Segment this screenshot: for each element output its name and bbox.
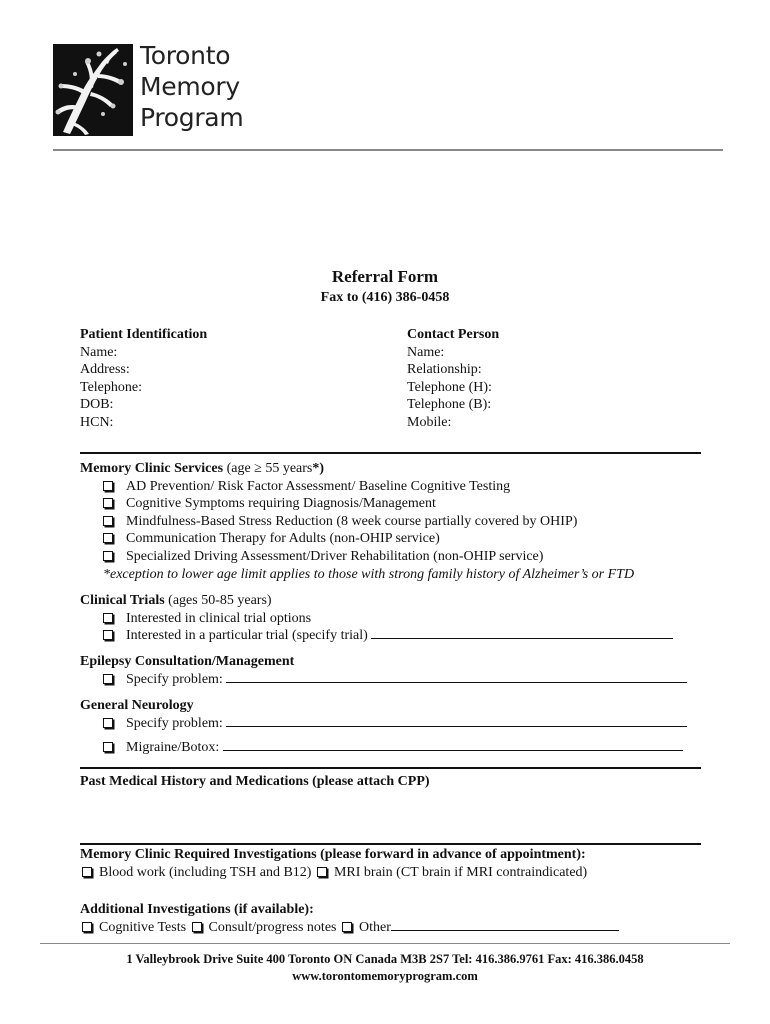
patient-name-field[interactable]: Name: bbox=[80, 344, 118, 360]
contact-person bbox=[407, 326, 499, 432]
footer-divider bbox=[40, 943, 730, 944]
option-label: Migraine/Botox: bbox=[126, 740, 220, 756]
past-history-section bbox=[80, 773, 430, 791]
other-label: Other bbox=[359, 919, 391, 935]
memory-clinic-age-note-end: *) bbox=[312, 461, 325, 476]
neurology-section bbox=[80, 697, 687, 757]
logo-wordmark bbox=[140, 40, 243, 133]
header-divider bbox=[53, 149, 723, 151]
logo-line-3: Program bbox=[140, 103, 244, 132]
neurology-problem-line[interactable] bbox=[226, 715, 687, 727]
footer-address: 1 Valleybrook Drive Suite 400 Toronto ON Canada M3B 2S7 Tel: 416.386.9761 Fax: 416.386.0458 bbox=[126, 952, 644, 966]
checkbox[interactable] bbox=[103, 481, 113, 491]
contact-heading: Contact Person bbox=[407, 327, 500, 342]
section-divider-2 bbox=[80, 767, 701, 769]
clinical-trials-heading: Clinical Trials bbox=[80, 593, 165, 608]
memory-clinic-heading: Memory Clinic Services bbox=[80, 461, 224, 476]
checkbox[interactable] bbox=[103, 674, 113, 684]
contact-mobile-field[interactable]: Mobile: bbox=[407, 414, 452, 430]
checkbox[interactable] bbox=[103, 516, 113, 526]
section-divider-3 bbox=[80, 843, 701, 845]
option-label: Specify problem: bbox=[126, 671, 223, 687]
memory-clinic-option-cognitive-symptoms[interactable] bbox=[80, 495, 634, 513]
required-investigations-section bbox=[80, 846, 587, 881]
branch-tree-icon bbox=[53, 44, 133, 136]
patient-hcn-field[interactable]: HCN: bbox=[80, 414, 114, 430]
logo-line-1: Toronto bbox=[140, 41, 231, 70]
contact-name-field[interactable]: Name: bbox=[407, 344, 445, 360]
memory-clinic-option-ad-prevention[interactable] bbox=[80, 478, 634, 496]
option-label: Interested in a particular trial (specify trial) bbox=[126, 628, 368, 644]
cognitive-tests-label: Cognitive Tests bbox=[99, 919, 187, 935]
cognitive-tests-checkbox[interactable] bbox=[82, 922, 92, 932]
option-label: Communication Therapy for Adults (non-OHIP service) bbox=[126, 531, 440, 547]
fax-number: Fax to (416) 386-0458 bbox=[320, 290, 450, 305]
mri-brain-checkbox[interactable] bbox=[317, 867, 327, 877]
form-title: Referral Form bbox=[331, 267, 439, 286]
consult-notes-checkbox[interactable] bbox=[192, 922, 202, 932]
epilepsy-option-specify[interactable] bbox=[80, 671, 687, 689]
option-label: Interested in clinical trial options bbox=[126, 610, 312, 626]
patient-dob-field[interactable]: DOB: bbox=[80, 397, 114, 413]
neurology-heading: General Neurology bbox=[80, 698, 194, 713]
contact-relationship-field[interactable]: Relationship: bbox=[407, 362, 482, 378]
epilepsy-heading: Epilepsy Consultation/Management bbox=[80, 654, 295, 669]
neurology-option-migraine[interactable] bbox=[80, 739, 687, 757]
option-label: Cognitive Symptoms requiring Diagnosis/Management bbox=[126, 496, 436, 512]
patient-heading: Patient Identification bbox=[80, 327, 208, 342]
blood-work-checkbox[interactable] bbox=[82, 867, 92, 877]
patient-address-field[interactable]: Address: bbox=[80, 362, 130, 378]
contact-telephone-home-field[interactable]: Telephone (H): bbox=[407, 379, 492, 395]
checkbox[interactable] bbox=[103, 742, 113, 752]
checkbox[interactable] bbox=[103, 718, 113, 728]
memory-clinic-age-note: (age ≥ 55 years bbox=[223, 461, 313, 476]
blood-work-label: Blood work (including TSH and B12) bbox=[99, 864, 312, 880]
specify-trial-line[interactable] bbox=[371, 627, 673, 639]
neurology-option-specify[interactable] bbox=[80, 715, 687, 733]
memory-clinic-option-mindfulness[interactable] bbox=[80, 513, 634, 531]
other-line[interactable] bbox=[391, 919, 619, 931]
logo-mark bbox=[53, 44, 133, 136]
option-label: AD Prevention/ Risk Factor Assessment/ Baseline Cognitive Testing bbox=[126, 478, 511, 494]
patient-identification bbox=[80, 326, 207, 432]
option-label: Mindfulness-Based Stress Reduction (8 week course partially covered by OHIP) bbox=[126, 513, 578, 529]
additional-investigations-section bbox=[80, 901, 619, 936]
clinical-trials-option-specific[interactable] bbox=[80, 627, 673, 645]
section-divider-1 bbox=[80, 452, 701, 454]
other-checkbox[interactable] bbox=[342, 922, 352, 932]
required-investigations-heading: Memory Clinic Required Investigations (please forward in advance of appointment): bbox=[80, 847, 586, 862]
logo-line-2: Memory bbox=[140, 72, 240, 101]
checkbox[interactable] bbox=[103, 533, 113, 543]
past-history-heading: Past Medical History and Medications (please attach CPP) bbox=[80, 774, 430, 789]
epilepsy-problem-line[interactable] bbox=[226, 671, 687, 683]
footer-website[interactable]: www.torontomemoryprogram.com bbox=[292, 969, 478, 983]
option-label: Specify problem: bbox=[126, 715, 223, 731]
memory-clinic-exception-note: *exception to lower age limit applies to those with strong family history of Alzheimer’s or FTD bbox=[103, 566, 635, 582]
clinical-trials-age-note: (ages 50-85 years) bbox=[164, 593, 272, 608]
checkbox[interactable] bbox=[103, 630, 113, 640]
clinical-trials-section bbox=[80, 592, 673, 645]
memory-clinic-option-communication-therapy[interactable] bbox=[80, 530, 634, 548]
migraine-line[interactable] bbox=[223, 739, 683, 751]
contact-telephone-business-field[interactable]: Telephone (B): bbox=[407, 397, 492, 413]
checkbox[interactable] bbox=[103, 551, 113, 561]
memory-clinic-option-driving-assessment[interactable] bbox=[80, 548, 634, 566]
clinical-trials-option-interested[interactable] bbox=[80, 610, 673, 628]
consult-notes-label: Consult/progress notes bbox=[208, 919, 337, 935]
checkbox[interactable] bbox=[103, 613, 113, 623]
additional-investigations-heading: Additional Investigations (if available): bbox=[80, 902, 314, 917]
mri-brain-label: MRI brain (CT brain if MRI contraindicated) bbox=[333, 864, 588, 880]
memory-clinic-section bbox=[80, 460, 634, 583]
checkbox[interactable] bbox=[103, 498, 113, 508]
option-label: Specialized Driving Assessment/Driver Rehabilitation (non-OHIP service) bbox=[126, 548, 544, 564]
patient-telephone-field[interactable]: Telephone: bbox=[80, 379, 142, 395]
epilepsy-section bbox=[80, 653, 687, 688]
